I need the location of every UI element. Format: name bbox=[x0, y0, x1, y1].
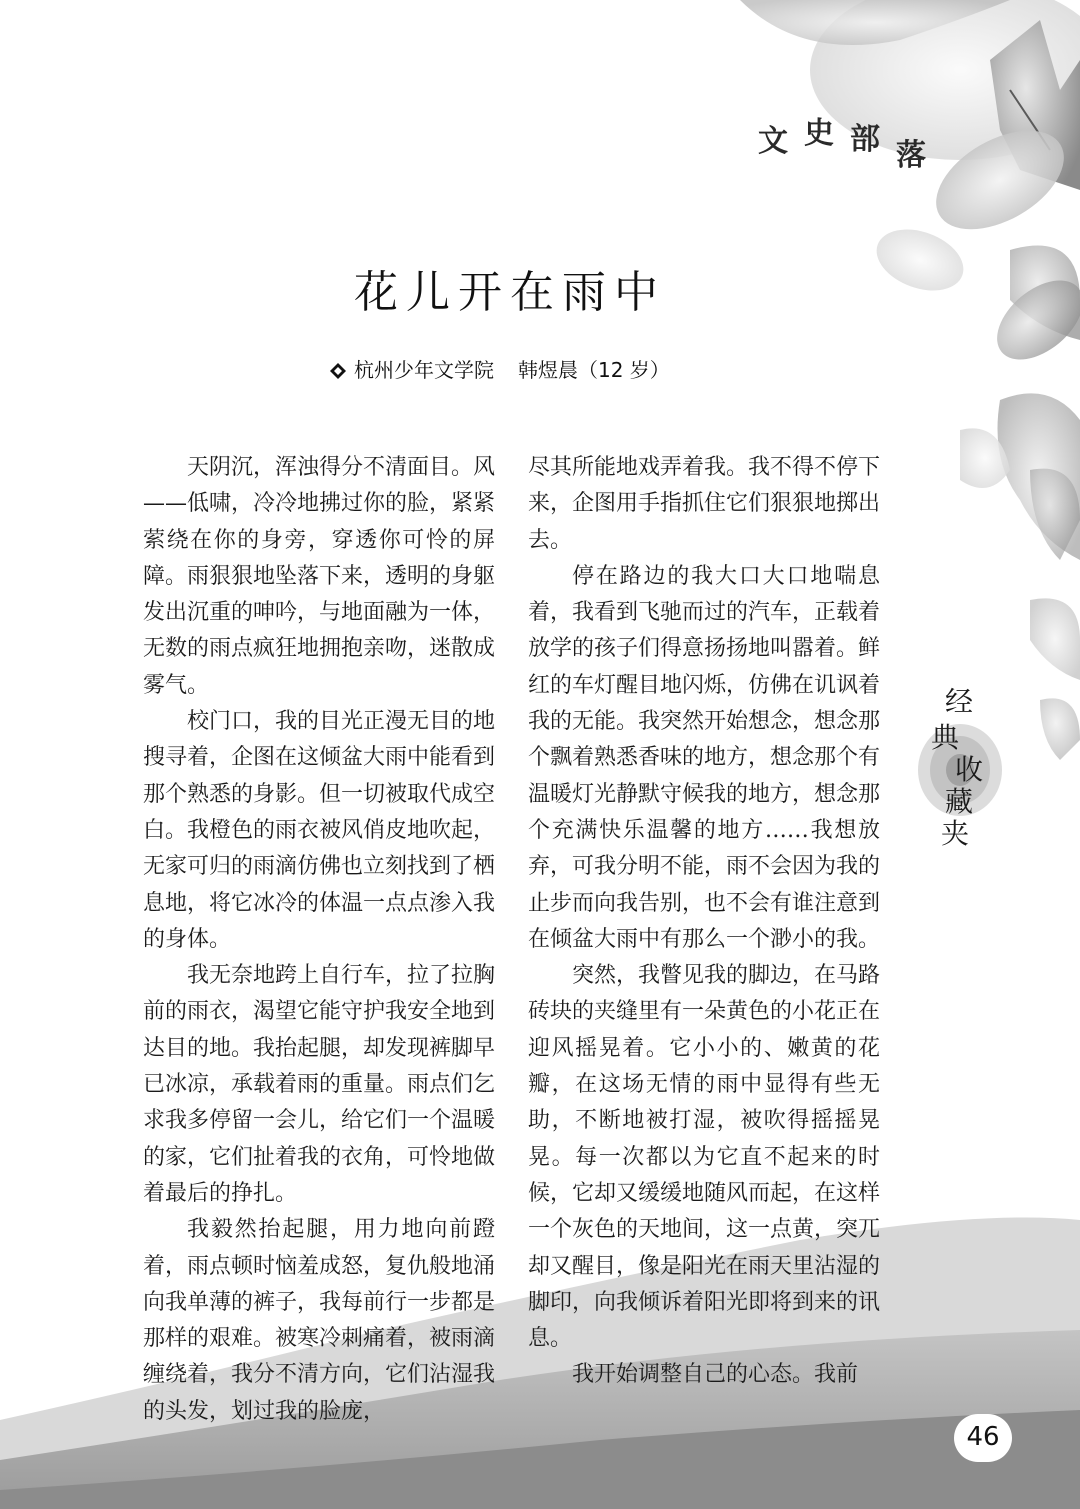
paragraph: 天阴沉，浑浊得分不清面目。风——低啸，冷冷地拂过你的脸，紧紧萦绕在你的身旁，穿透你可怜的屏障。雨狠狠地坠落下来，透明的身躯发出沉重的呻吟，与地面融为一体，无数的雨点疯狂地拥抱亲吻，迷散成雾气。 bbox=[143, 455, 496, 698]
byline-school: 杭州少年文学院 bbox=[354, 358, 494, 382]
paragraph: 我开始调整自己的心态。我前 bbox=[572, 1362, 859, 1388]
paragraph: 我毅然抬起腿，用力地向前蹬着，雨点顿时恼羞成怒，复仇般地涌向我单薄的裤子，我每前行一步都是那样的艰难。被寒冷刺痛着，被雨滴缠绕着，我分不清方向，它们沾湿我的头发，划过我的脸庞， bbox=[143, 1217, 496, 1424]
byline-author: 韩煜晨（12 岁） bbox=[518, 358, 670, 382]
paragraph: 校门口，我的目光正漫无目的地搜寻着，企图在这倾盆大雨中能看到那个熟悉的身影。但一切被取代成空白。我橙色的雨衣被风俏皮地吹起，无家可归的雨滴仿佛也立刻找到了栖息地，将它冰冷的体温一点点渗入我的身体。 bbox=[143, 709, 496, 952]
badge-char: 夹 bbox=[941, 817, 970, 850]
badge-char: 典 bbox=[931, 721, 960, 754]
section-label-char: 文 bbox=[758, 124, 788, 159]
article-title: 花儿开在雨中 bbox=[354, 267, 666, 318]
section-label bbox=[758, 108, 948, 173]
paragraph: 停在路边的我大口大口地喘息着，我看到飞驰而过的汽车，正载着放学的孩子们得意扬扬地叫嚣着。鲜红的车灯醒目地闪烁，仿佛在讥讽着我的无能。我突然开始想念，想念那个飘着熟悉香味的地方，想念那个有温暖灯光静默守候我的地方，想念那个充满快乐温馨的地方……我想放弃，可我分明不能，雨不会因为我的止步而向我告别，也不会有谁注意到在倾盆大雨中有那么一个渺小的我。 bbox=[528, 563, 881, 952]
article-column-left bbox=[143, 450, 495, 1430]
section-label-char: 落 bbox=[896, 138, 926, 173]
paragraph: 突然，我瞥见我的脚边，在马路砖块的夹缝里有一朵黄色的小花正在迎风摇晃着。它小小的、嫩黄的花瓣，在这场无情的雨中显得有些无助，不断地被打湿，被吹得摇摇晃晃。每一次都以为它直不起来的时候，它却又缓缓地随风而起，在这样一个灰色的天地间，这一点黄，突兀却又醒目，像是阳光在雨天里沾湿的脚印，向我倾诉着阳光即将到来的讯息。 bbox=[528, 963, 881, 1352]
collection-badge bbox=[905, 680, 1025, 850]
badge-char: 藏 bbox=[945, 785, 974, 818]
paragraph: 尽其所能地戏弄着我。我不得不停下来，企图用手指抓住它们狠狠地掷出去。 bbox=[528, 455, 881, 553]
byline bbox=[330, 354, 670, 383]
article-column-right bbox=[528, 450, 880, 1394]
badge-char: 收 bbox=[955, 753, 984, 786]
badge-char: 经 bbox=[945, 685, 974, 718]
section-label-char: 部 bbox=[850, 122, 880, 157]
section-label-char: 史 bbox=[804, 116, 834, 151]
paragraph: 我无奈地跨上自行车，拉了拉胸前的雨衣，渴望它能守护我安全地到达目的地。我抬起腿，却发现裤脚早已冰凉，承载着雨的重量。雨点们乞求我多停留一会儿，给它们一个温暖的家，它们扯着我的衣角，可怜地做着最后的挣扎。 bbox=[143, 963, 496, 1206]
diamond-bullet-icon bbox=[330, 363, 346, 379]
page-number: 46 bbox=[954, 1414, 1012, 1462]
